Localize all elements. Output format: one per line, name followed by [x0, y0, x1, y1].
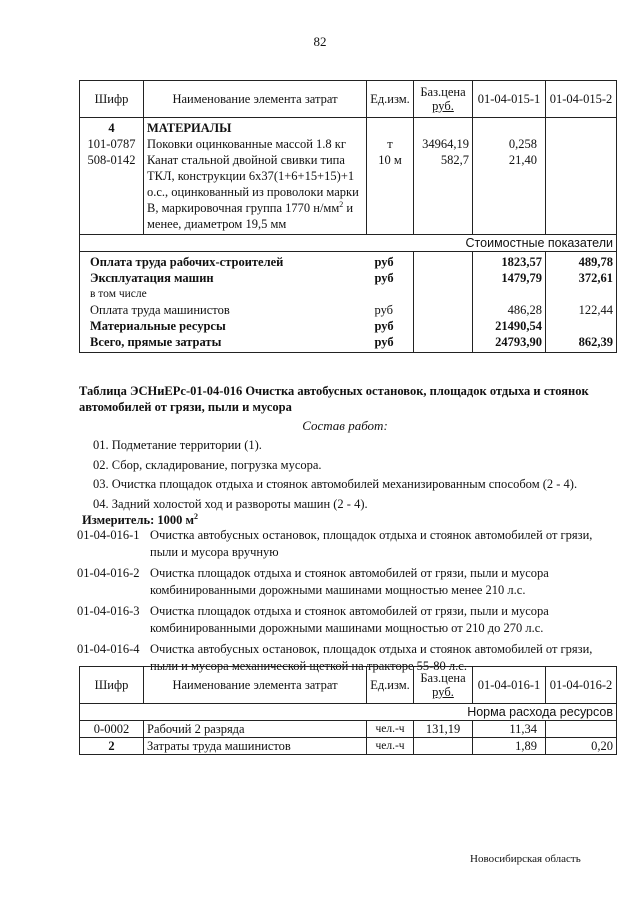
work-code-item — [77, 603, 622, 637]
cost-value-col2: 372,61 — [546, 270, 617, 286]
row-name-line: ТКЛ, конструкции 6х37(1+6+15+15)+1 — [147, 169, 355, 183]
row-name: МАТЕРИАЛЫ — [144, 118, 367, 137]
cost-value-col2: 862,39 — [546, 334, 617, 353]
table-title-line2: автомобилей от грязи, пыли и мусора — [79, 400, 292, 414]
section-label-row — [80, 704, 617, 721]
row-code: 508-0142 — [80, 152, 144, 235]
work-code-description: Очистка площадок отдыха и стоянок автомобилей от грязи, пыли и мусора комбинированными дорожными машинами мощностью менее 210 л.с. — [150, 566, 549, 597]
row-value-col2: 0,20 — [546, 738, 617, 755]
cost-value-col2 — [546, 318, 617, 334]
row-name-line: менее, диаметром 19,5 мм — [147, 217, 287, 231]
table-row — [80, 721, 617, 738]
row-name: Поковки оцинкованные массой 1.8 кг — [144, 136, 367, 152]
row-value-col1: 11,34 — [473, 721, 546, 738]
cost-unit: руб — [367, 270, 414, 286]
work-list — [93, 436, 577, 514]
row-unit: чел.-ч — [367, 721, 414, 738]
cost-row — [80, 334, 617, 353]
header-col2: 01-04-016-2 — [546, 667, 617, 704]
header-price — [414, 667, 473, 704]
work-item: 03. Очистка площадок отдыха и стоянок автомобилей механизированным способом (2 - 4). — [93, 477, 578, 491]
work-code: 01-04-016-1 — [77, 528, 140, 542]
table-row — [80, 118, 617, 137]
section-label: Стоимостные показатели — [80, 235, 617, 252]
work-code-description: Очистка автобусных остановок, площадок отдыха и стоянок автомобилей от грязи, пыли и мусора механической щеткой на тракторе 55-80 л.с. — [150, 642, 593, 673]
composition-title: Состав работ: — [302, 418, 388, 433]
header-code: Шифр — [80, 667, 144, 704]
row-price — [414, 738, 473, 755]
cost-value-col1: 24793,90 — [473, 334, 546, 353]
cost-name: Всего, прямые затраты — [80, 334, 367, 353]
table-row — [80, 738, 617, 755]
row-name-line: Канат стальной двойной свивки типа — [147, 153, 345, 167]
header-price-line1: Баз.цена — [420, 85, 466, 99]
row-code: 0-0002 — [80, 721, 144, 738]
cost-row — [80, 252, 617, 271]
section-label: Норма расхода ресурсов — [80, 704, 617, 721]
work-code-item — [77, 565, 622, 599]
table-row — [80, 136, 617, 152]
table-header-row — [80, 81, 617, 118]
cost-value-col1: 1479,79 — [473, 270, 546, 286]
row-value-col1: 1,89 — [473, 738, 546, 755]
row-unit: т — [367, 136, 414, 152]
resource-table-015 — [79, 80, 617, 353]
header-col1: 01-04-016-1 — [473, 667, 546, 704]
work-item: 04. Задний холостой ход и развороты машин (2 - 4). — [93, 496, 368, 511]
row-name-line: В, маркировочная группа 1770 $н/мм^2$ и — [147, 199, 354, 215]
cost-value-col1: 1823,57 — [473, 252, 546, 271]
cost-value-col1: 486,28 — [473, 302, 546, 318]
header-price-line2: руб. — [432, 99, 454, 113]
work-codes-list — [77, 527, 622, 679]
cost-unit: руб — [367, 252, 414, 271]
row-code: 101-0787 — [80, 136, 144, 152]
resource-table-016 — [79, 666, 617, 755]
measure-unit: Измеритель: 1000 $м^2$ — [82, 511, 199, 527]
header-unit: Ед.изм. — [367, 667, 414, 704]
table-header-row — [80, 667, 617, 704]
cost-name: Эксплуатация машин — [80, 270, 367, 286]
cost-value-col2: 489,78 — [546, 252, 617, 271]
table-title — [79, 383, 619, 415]
cost-name: в том числе — [80, 286, 367, 302]
row-code: 4 — [80, 118, 144, 137]
header-name: Наименование элемента затрат — [144, 81, 367, 118]
table-title-line1: Таблица ЭСНиЕРс-01-04-016 Очистка автобусных остановок, площадок отдыха и стоянок — [79, 384, 589, 398]
work-code-description: Очистка автобусных остановок, площадок отдыха и стоянок автомобилей от грязи, пыли и мусора вручную — [150, 528, 593, 559]
row-price: 34964,19 — [414, 136, 473, 152]
header-name: Наименование элемента затрат — [144, 667, 367, 704]
header-unit: Ед.изм. — [367, 81, 414, 118]
cost-unit: руб — [367, 334, 414, 353]
work-item: 02. Сбор, складирование, погрузка мусора. — [93, 457, 322, 472]
cost-row — [80, 302, 617, 318]
row-value-col2 — [546, 136, 617, 152]
header-price — [414, 81, 473, 118]
header-price-line2: руб. — [432, 685, 454, 699]
row-value-col1: 0,258 — [473, 136, 546, 152]
header-col1: 01-04-015-1 — [473, 81, 546, 118]
cost-unit: руб — [367, 302, 414, 318]
footer-region: Новосибирская область — [470, 853, 581, 865]
section-label-row — [80, 235, 617, 252]
row-code: 2 — [80, 738, 144, 755]
row-name: Рабочий 2 разряда — [144, 721, 367, 738]
row-price: 582,7 — [414, 152, 473, 235]
work-code-item — [77, 527, 622, 561]
work-code: 01-04-016-2 — [77, 566, 140, 580]
cost-row — [80, 286, 617, 302]
row-unit: 10 м — [367, 152, 414, 235]
cost-value-col1: 21490,54 — [473, 318, 546, 334]
row-name — [144, 152, 367, 235]
row-value-col2 — [546, 152, 617, 235]
cost-unit: руб — [367, 318, 414, 334]
row-value-col2 — [546, 721, 617, 738]
work-item: 01. Подметание территории (1). — [93, 438, 262, 452]
row-value-col1: 21,40 — [473, 152, 546, 235]
row-price: 131,19 — [414, 721, 473, 738]
table-row — [80, 152, 617, 235]
cost-row — [80, 270, 617, 286]
header-col2: 01-04-015-2 — [546, 81, 617, 118]
cost-value-col2: 122,44 — [546, 302, 617, 318]
header-price-line1: Баз.цена — [420, 671, 466, 685]
cost-name: Оплата труда машинистов — [80, 302, 367, 318]
cost-name: Материальные ресурсы — [80, 318, 367, 334]
row-name: Затраты труда машинистов — [144, 738, 367, 755]
cost-name: Оплата труда рабочих-строителей — [80, 252, 367, 271]
row-unit: чел.-ч — [367, 738, 414, 755]
page-number: 82 — [313, 34, 327, 49]
work-code: 01-04-016-3 — [77, 604, 140, 618]
row-name-line: о.с., оцинкованный из проволоки марки — [147, 185, 359, 199]
header-code: Шифр — [80, 81, 144, 118]
work-code: 01-04-016-4 — [77, 642, 140, 656]
cost-row — [80, 318, 617, 334]
work-code-description: Очистка площадок отдыха и стоянок автомобилей от грязи, пыли и мусора комбинированными дорожными машинами мощностью от 210 до 270 л.с. — [150, 604, 549, 635]
